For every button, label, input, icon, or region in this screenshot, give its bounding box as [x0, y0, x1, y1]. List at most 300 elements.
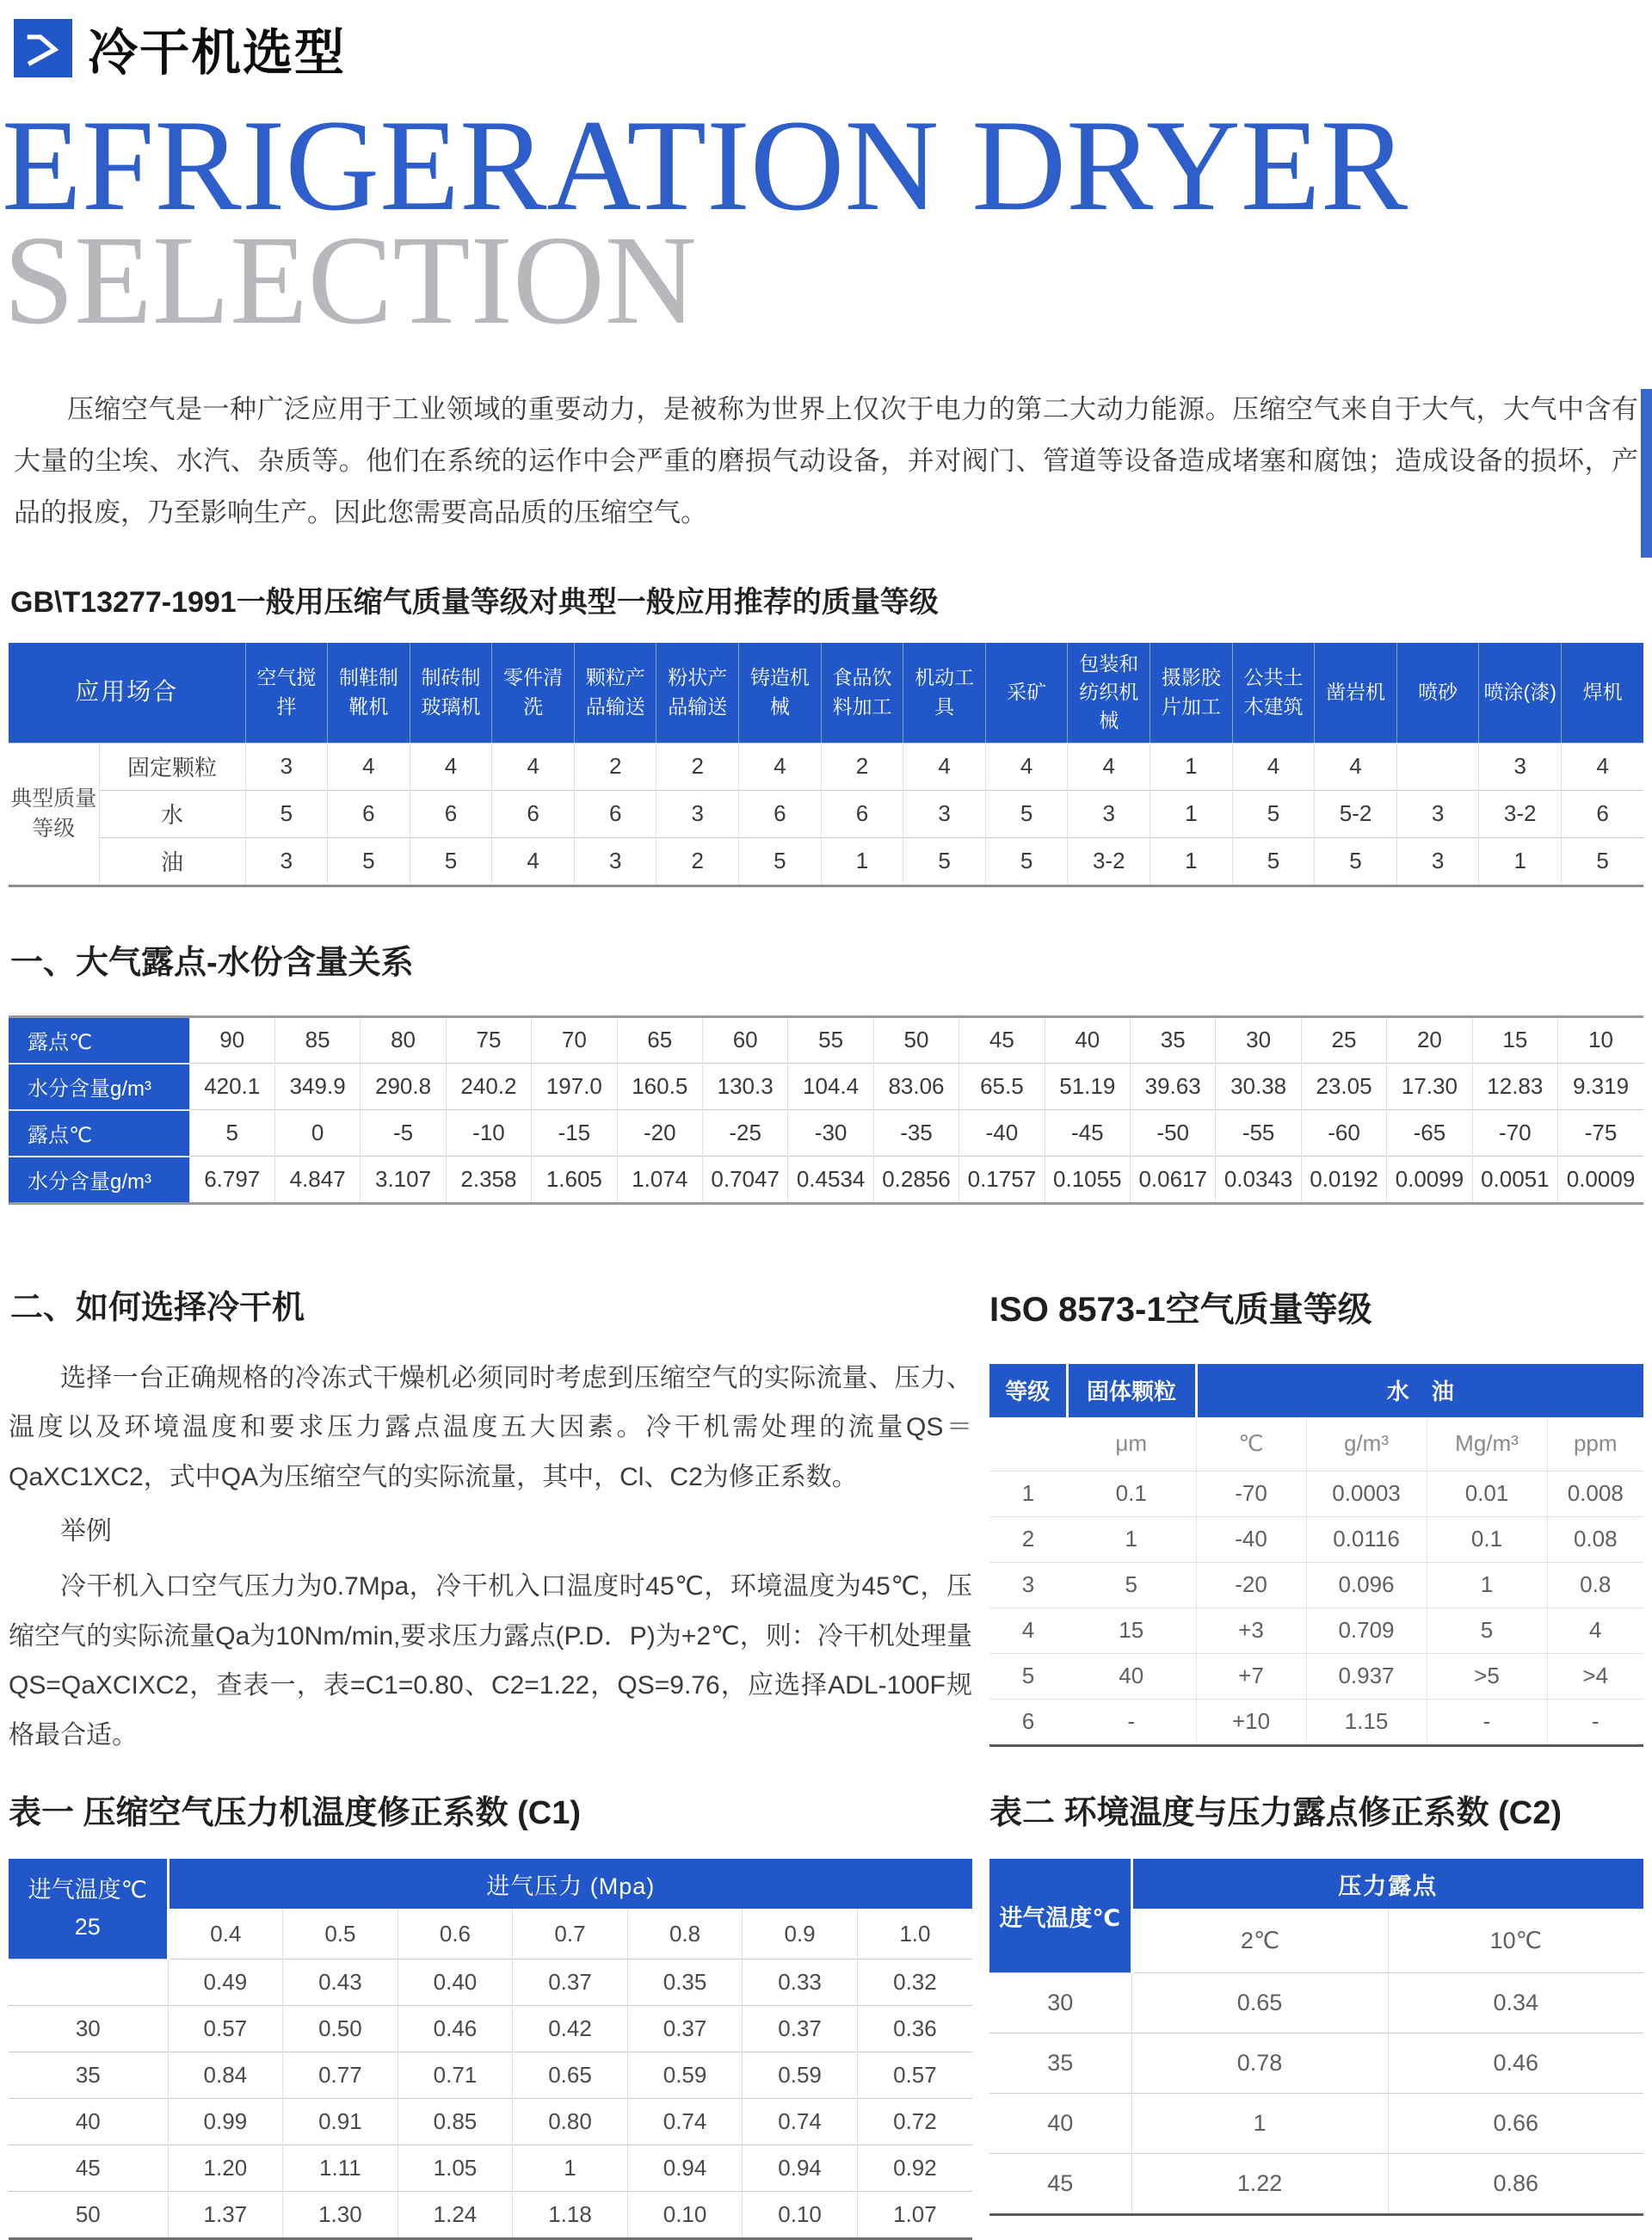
table-cell: 0.78	[1131, 2033, 1388, 2094]
table-cell: 5	[1315, 837, 1397, 886]
page-title-english-line2: SELECTION	[3, 210, 697, 351]
table-cell: 0.0009	[1558, 1157, 1643, 1204]
table-cell: 0	[274, 1110, 360, 1157]
table-cell: 0.59	[627, 2052, 743, 2099]
column-header: 零件清洗	[492, 643, 575, 744]
table-cell: 3	[1396, 837, 1479, 886]
table-cell: 55	[788, 1016, 873, 1064]
column-header: 喷砂	[1396, 643, 1479, 744]
table-cell: 0.77	[283, 2052, 398, 2099]
table-cell: 0.85	[398, 2099, 513, 2145]
table-header-row	[9, 643, 1643, 744]
table-cell: 3	[656, 790, 739, 837]
table-row	[9, 2192, 972, 2239]
table-cell: 1	[1427, 1562, 1547, 1607]
dew-group-header: 压力露点	[1131, 1859, 1643, 1909]
table-row	[9, 1157, 1643, 1204]
table-cell: 5	[410, 837, 492, 886]
table-header-row	[989, 1859, 1643, 1909]
table-cell: 0.1757	[959, 1157, 1045, 1204]
table-cell: 6	[328, 790, 410, 837]
pressure-group-header: 进气压力 (Mpa)	[168, 1859, 972, 1909]
table-cell: 349.9	[274, 1064, 360, 1110]
pressure-header: 0.7	[513, 1909, 628, 1959]
table-cell: 5	[903, 837, 986, 886]
table-cell: 0.1055	[1045, 1157, 1130, 1204]
table-cell: -5	[361, 1110, 446, 1157]
table-cell: 3	[245, 837, 328, 886]
table-cell: 0.34	[1388, 1973, 1643, 2033]
table-cell: 1.07	[857, 2192, 972, 2239]
table-cell: -25	[702, 1110, 787, 1157]
table-cell: 6	[989, 1699, 1067, 1745]
table-cell: 104.4	[788, 1064, 873, 1110]
table-cell: 0.35	[627, 1959, 743, 2006]
table-cell: 1.18	[513, 2192, 628, 2239]
table-cell: 5	[328, 837, 410, 886]
row-label: 水分含量g/m³	[9, 1157, 189, 1204]
column-header: 颗粒产品输送	[574, 643, 656, 744]
table-cell: 0.65	[1131, 1973, 1388, 2033]
table-row	[9, 1064, 1643, 1110]
selection-guide-column	[9, 1280, 972, 1761]
table-cell: 0.66	[1388, 2094, 1643, 2154]
table-cell: 160.5	[617, 1064, 702, 1110]
table-cell: 6	[821, 790, 903, 837]
table-row	[989, 1516, 1643, 1562]
table-cell: 2	[821, 743, 903, 790]
table-cell: 0.86	[1388, 2154, 1643, 2215]
arrow-icon	[14, 19, 72, 77]
table-cell: 30.38	[1216, 1064, 1301, 1110]
table-cell: 1.074	[617, 1157, 702, 1204]
table-cell: 4	[328, 743, 410, 790]
table-cell: 5	[1232, 837, 1315, 886]
table-cell: 0.42	[513, 2006, 628, 2052]
table-cell: 0.709	[1306, 1607, 1427, 1653]
corner-header: 应用场合	[9, 643, 245, 744]
table-cell: +7	[1196, 1653, 1306, 1699]
table-cell: 3	[903, 790, 986, 837]
page-title-english: EFRIGERATION DRYER	[2, 93, 1409, 238]
table-row	[9, 2145, 972, 2192]
table-cell: 5	[989, 1653, 1067, 1699]
table-cell: 0.0343	[1216, 1157, 1301, 1204]
table-cell: 0.46	[398, 2006, 513, 2052]
table-cell: 0.43	[283, 1959, 398, 2006]
table-cell: 4	[985, 743, 1068, 790]
row-label: 40	[989, 2094, 1131, 2154]
table-cell	[1396, 743, 1479, 790]
table-cell: -60	[1301, 1110, 1386, 1157]
unit-header: ℃	[1196, 1417, 1306, 1472]
empty-cell	[989, 1417, 1067, 1472]
table-cell: 1.20	[168, 2145, 283, 2192]
table-cell: +10	[1196, 1699, 1306, 1745]
unit-header-row	[989, 1417, 1643, 1472]
column-header: 铸造机械	[739, 643, 822, 744]
table-cell: 5	[189, 1110, 274, 1157]
table-cell: 0.74	[627, 2099, 743, 2145]
pressure-header: 0.5	[283, 1909, 398, 1959]
table-cell: 0.0617	[1131, 1157, 1216, 1204]
corner-line1: 进气温度℃	[28, 1877, 147, 1904]
unit-header: μm	[1115, 1430, 1148, 1457]
table-cell: 2.358	[446, 1157, 531, 1204]
table-cell: 0.57	[168, 2006, 283, 2052]
column-header: 焊机	[1562, 643, 1644, 744]
pressure-header: 0.4	[210, 1920, 242, 1947]
table-cell: 5	[739, 837, 822, 886]
table-cell: 4	[1232, 743, 1315, 790]
table-cell: >4	[1547, 1653, 1643, 1699]
table-cell: 5	[1427, 1607, 1547, 1653]
table-cell: 0.72	[857, 2099, 972, 2145]
table-cell: -20	[1196, 1562, 1306, 1607]
table-cell: +3	[1196, 1607, 1306, 1653]
table-row	[9, 2052, 972, 2099]
table-cell: 3	[1068, 790, 1150, 837]
table-row	[989, 1699, 1643, 1745]
section2-title: 二、如何选择冷干机	[10, 1289, 305, 1326]
table-cell: 6	[574, 790, 656, 837]
table-cell: 1	[1067, 1516, 1196, 1562]
column-header: 食品饮料加工	[821, 643, 903, 744]
table-cell: 85	[274, 1016, 360, 1064]
table-row	[989, 1653, 1643, 1699]
table-cell: 0.937	[1306, 1653, 1427, 1699]
table-cell: 40	[1067, 1653, 1196, 1699]
row-label: 35	[989, 2033, 1131, 2094]
c1-column	[9, 1786, 972, 2240]
table-cell: -30	[788, 1110, 873, 1157]
selection-paragraph: 选择一台正确规格的冷冻式干燥机必须同时考虑到压缩空气的实际流量、压力、温度以及环境温度和要求压力露点温度五大因素。冷干机需处理的流量QS＝QaXC1XC2，式中QA为压缩空气的实际流量，其中，Cl、C2为修正系数。	[9, 1363, 972, 1491]
table-cell: 5	[245, 790, 328, 837]
dew-point-header: 2℃	[1240, 1927, 1280, 1953]
table-cell: 1	[513, 2145, 628, 2192]
table-row	[9, 837, 1643, 886]
table-cell: 1.37	[168, 2192, 283, 2239]
table-cell: 6	[1562, 790, 1644, 837]
gb-table-title: GB\T13277-1991一般用压缩气质量等级对典型一般应用推荐的质量等级	[10, 585, 939, 619]
table-cell: 0.94	[627, 2145, 743, 2192]
table-cell: 0.2856	[873, 1157, 959, 1204]
table-cell: -40	[1196, 1516, 1306, 1562]
column-header: 摄影胶片加工	[1150, 643, 1233, 744]
table-cell: 2	[574, 743, 656, 790]
table-cell: 0.40	[398, 1959, 513, 2006]
table-cell: 1	[1131, 2094, 1388, 2154]
table-cell: 0.37	[513, 1959, 628, 2006]
table-cell: 1.11	[283, 2145, 398, 2192]
table-cell: 0.71	[398, 2052, 513, 2099]
c2-correction-table	[989, 1859, 1643, 2216]
column-header: 公共土木建筑	[1232, 643, 1315, 744]
table-cell: 5-2	[1315, 790, 1397, 837]
table-cell: 1	[1150, 790, 1233, 837]
column-header: 机动工具	[903, 643, 986, 744]
table-cell: 83.06	[873, 1064, 959, 1110]
table-cell: 5	[985, 837, 1068, 886]
middle-section	[9, 1280, 1643, 1761]
table-cell: 0.80	[513, 2099, 628, 2145]
row-label: 45	[9, 2145, 168, 2192]
table-cell: 0.46	[1388, 2033, 1643, 2094]
table-cell: 0.74	[743, 2099, 858, 2145]
row-label: 40	[9, 2099, 168, 2145]
c1-table-title: 表一 压缩空气压力机温度修正系数 (C1)	[9, 1795, 582, 1832]
corner-header	[9, 1859, 168, 1959]
bottom-section	[9, 1786, 1643, 2240]
table-cell: 0.0116	[1306, 1516, 1427, 1562]
table-cell: -15	[532, 1110, 617, 1157]
column-header: 包装和纺织机械	[1068, 643, 1150, 744]
corner-header: 进气温度℃	[989, 1859, 1131, 1973]
table-cell: 60	[702, 1016, 787, 1064]
table-cell: 3-2	[1068, 837, 1150, 886]
table-cell: 0.59	[743, 2052, 858, 2099]
corner-line2: 25	[74, 1914, 101, 1941]
table-row	[989, 1562, 1643, 1607]
example-label: 举例	[60, 1517, 112, 1546]
column-header: 制鞋制靴机	[328, 643, 410, 744]
table-cell: 10	[1558, 1016, 1643, 1064]
table-cell: 0.94	[743, 2145, 858, 2192]
table-cell: 3	[1479, 743, 1562, 790]
table-cell: 50	[873, 1016, 959, 1064]
column-header: 凿岩机	[1315, 643, 1397, 744]
page-title: 冷干机选型	[88, 25, 347, 81]
table-cell: 40	[1045, 1016, 1130, 1064]
table-cell: 39.63	[1131, 1064, 1216, 1110]
table-row	[989, 1471, 1643, 1516]
table-cell: 3.107	[361, 1157, 446, 1204]
table-cell: 1	[1150, 743, 1233, 790]
table-cell: 23.05	[1301, 1064, 1386, 1110]
dew-point-table	[9, 1015, 1643, 1205]
table-header-row	[989, 1364, 1643, 1417]
iso-air-quality-table	[989, 1364, 1643, 1747]
table-row	[9, 790, 1643, 837]
iso-table-title: ISO 8573-1空气质量等级	[989, 1290, 1372, 1329]
column-header: 固体颗粒	[1067, 1364, 1196, 1417]
row-label: 30	[989, 1973, 1131, 2033]
row-group-label: 典型质量等级	[9, 743, 99, 886]
table-cell: 3	[1396, 790, 1479, 837]
table-cell: 1.24	[398, 2192, 513, 2239]
table-cell: 6	[739, 790, 822, 837]
table-cell: 4	[1068, 743, 1150, 790]
c2-table-title: 表二 环境温度与压力露点修正系数 (C2)	[989, 1795, 1563, 1832]
table-row	[989, 2094, 1643, 2154]
column-header: 等级	[989, 1364, 1067, 1417]
pressure-header: 0.9	[743, 1909, 858, 1959]
table-cell: 20	[1387, 1016, 1472, 1064]
unit-header: g/m³	[1306, 1417, 1427, 1472]
row-label: 水分含量g/m³	[9, 1064, 189, 1110]
table-cell: -10	[446, 1110, 531, 1157]
table-cell: 0.37	[743, 2006, 858, 2052]
table-row	[9, 1016, 1643, 1064]
table-cell: 0.91	[283, 2099, 398, 2145]
column-header: 粉状产品输送	[656, 643, 739, 744]
table-cell: 0.4534	[788, 1157, 873, 1204]
scan-edge-artifact	[1641, 389, 1652, 558]
table-cell: 70	[532, 1016, 617, 1064]
table-cell: -40	[959, 1110, 1045, 1157]
table-cell: 4	[739, 743, 822, 790]
table-cell: 0.32	[857, 1959, 972, 2006]
table-cell: 0.01	[1427, 1471, 1547, 1516]
table-cell: 0.0051	[1472, 1157, 1557, 1204]
row-label: 固定颗粒	[99, 743, 245, 790]
table-cell: 1.05	[398, 2145, 513, 2192]
table-cell: 4	[410, 743, 492, 790]
table-row	[989, 2033, 1643, 2094]
table-cell: 5	[985, 790, 1068, 837]
page-header	[14, 12, 1643, 84]
table-cell: 290.8	[361, 1064, 446, 1110]
row-label: 露点℃	[9, 1016, 189, 1064]
table-cell: 0.1	[1067, 1471, 1196, 1516]
table-cell: 45	[959, 1016, 1045, 1064]
dew-point-header: 10℃	[1388, 1909, 1643, 1973]
table-cell: 1.30	[283, 2192, 398, 2239]
row-label: 水	[99, 790, 245, 837]
column-header: 喷涂(漆)	[1479, 643, 1562, 744]
table-cell: 75	[446, 1016, 531, 1064]
table-row	[9, 743, 1643, 790]
table-row	[989, 1607, 1643, 1653]
table-cell: 90	[189, 1016, 274, 1064]
table-cell: 0.99	[168, 2099, 283, 2145]
pressure-header: 0.8	[627, 1909, 743, 1959]
table-cell: 2	[656, 837, 739, 886]
table-cell: 0.50	[283, 2006, 398, 2052]
table-cell: -35	[873, 1110, 959, 1157]
table-cell: >5	[1427, 1653, 1547, 1699]
table-cell: 3	[245, 743, 328, 790]
table-cell: 17.30	[1387, 1064, 1472, 1110]
table-cell: 5	[1562, 837, 1644, 886]
table-cell: 12.83	[1472, 1064, 1557, 1110]
unit-header: Mg/m³	[1427, 1417, 1547, 1472]
table-cell: 3	[574, 837, 656, 886]
table-cell: 4	[989, 1607, 1067, 1653]
table-cell: 0.49	[168, 1959, 283, 2006]
pressure-header: 0.6	[398, 1909, 513, 1959]
table-cell: 3	[989, 1562, 1067, 1607]
unit-header: ppm	[1547, 1417, 1643, 1472]
table-cell: -45	[1045, 1110, 1130, 1157]
table-cell: 0.1	[1427, 1516, 1547, 1562]
table-cell: 15	[1067, 1607, 1196, 1653]
row-label: 30	[9, 2006, 168, 2052]
table-cell: 6	[410, 790, 492, 837]
table-cell: -20	[617, 1110, 702, 1157]
table-cell: -70	[1472, 1110, 1557, 1157]
row-label: 油	[99, 837, 245, 886]
table-cell: 0.65	[513, 2052, 628, 2099]
column-header: 制砖制玻璃机	[410, 643, 492, 744]
table-row	[989, 2154, 1643, 2215]
table-cell: 0.0192	[1301, 1157, 1386, 1204]
table-cell: -	[1427, 1699, 1547, 1745]
table-cell: -	[1547, 1699, 1643, 1745]
table-cell: 2	[656, 743, 739, 790]
table-cell: 1	[821, 837, 903, 886]
table-cell: -	[1067, 1699, 1196, 1745]
table-cell: 4.847	[274, 1157, 360, 1204]
example-paragraph: 冷干机入口空气压力为0.7Mpa，冷干机入口温度时45℃，环境温度为45℃，压缩空气的实际流量Qa为10Nm/min,要求压力露点(P.D．P)为+2℃，则：冷干机处理量QS=QaXCIXC2，查表一，表=C1=0.80、C2=1.22，QS=9.76，应选择ADL-100F规格最合适。	[9, 1572, 972, 1749]
table-cell: 4	[492, 743, 575, 790]
c1-correction-table	[9, 1859, 972, 2240]
table-cell: 4	[1562, 743, 1644, 790]
table-cell: 1.15	[1306, 1699, 1427, 1745]
table-header-row	[9, 1859, 972, 1909]
table-row	[989, 1973, 1643, 2033]
table-cell: 0.57	[857, 2052, 972, 2099]
table-cell: 0.92	[857, 2145, 972, 2192]
table-cell: -65	[1387, 1110, 1472, 1157]
gb-quality-table	[9, 643, 1643, 887]
table-cell: -70	[1196, 1471, 1306, 1516]
table-cell: 0.096	[1306, 1562, 1427, 1607]
table-cell: 3-2	[1479, 790, 1562, 837]
arrow-icon-glyph	[21, 26, 65, 71]
column-header: 采矿	[985, 643, 1068, 744]
row-label: 露点℃	[9, 1110, 189, 1157]
table-cell: 0.8	[1547, 1562, 1643, 1607]
table-cell: 4	[903, 743, 986, 790]
table-cell: 197.0	[532, 1064, 617, 1110]
table-cell: -55	[1216, 1110, 1301, 1157]
column-header: 水 油	[1196, 1364, 1643, 1417]
table-cell: 4	[1315, 743, 1397, 790]
table-row	[9, 1959, 972, 2006]
table-cell: 1	[1479, 837, 1562, 886]
table-cell: -75	[1558, 1110, 1643, 1157]
table-cell: 130.3	[702, 1064, 787, 1110]
table-cell: 6	[492, 790, 575, 837]
table-cell: 15	[1472, 1016, 1557, 1064]
table-row	[9, 1110, 1643, 1157]
table-cell: 4	[1547, 1607, 1643, 1653]
table-cell: 1	[989, 1471, 1067, 1516]
table-cell: 2	[989, 1516, 1067, 1562]
column-header: 空气搅拌	[245, 643, 328, 744]
table-cell: 0.008	[1547, 1471, 1643, 1516]
table-cell: 0.0099	[1387, 1157, 1472, 1204]
table-row	[9, 2006, 972, 2052]
iso-column	[989, 1280, 1643, 1747]
table-cell: 30	[1216, 1016, 1301, 1064]
table-cell: 0.0003	[1306, 1471, 1427, 1516]
table-row	[9, 2099, 972, 2145]
table-cell: 240.2	[446, 1064, 531, 1110]
table-cell: 420.1	[189, 1064, 274, 1110]
table-cell: 80	[361, 1016, 446, 1064]
pressure-header: 1.0	[857, 1909, 972, 1959]
table-cell: 0.10	[627, 2192, 743, 2239]
table-cell: 1.605	[532, 1157, 617, 1204]
row-label: 45	[989, 2154, 1131, 2215]
table-cell: 0.36	[857, 2006, 972, 2052]
table-cell: 6.797	[189, 1157, 274, 1204]
table-cell: 5	[1067, 1562, 1196, 1607]
table-cell: 0.08	[1547, 1516, 1643, 1562]
row-label: 50	[9, 2192, 168, 2239]
